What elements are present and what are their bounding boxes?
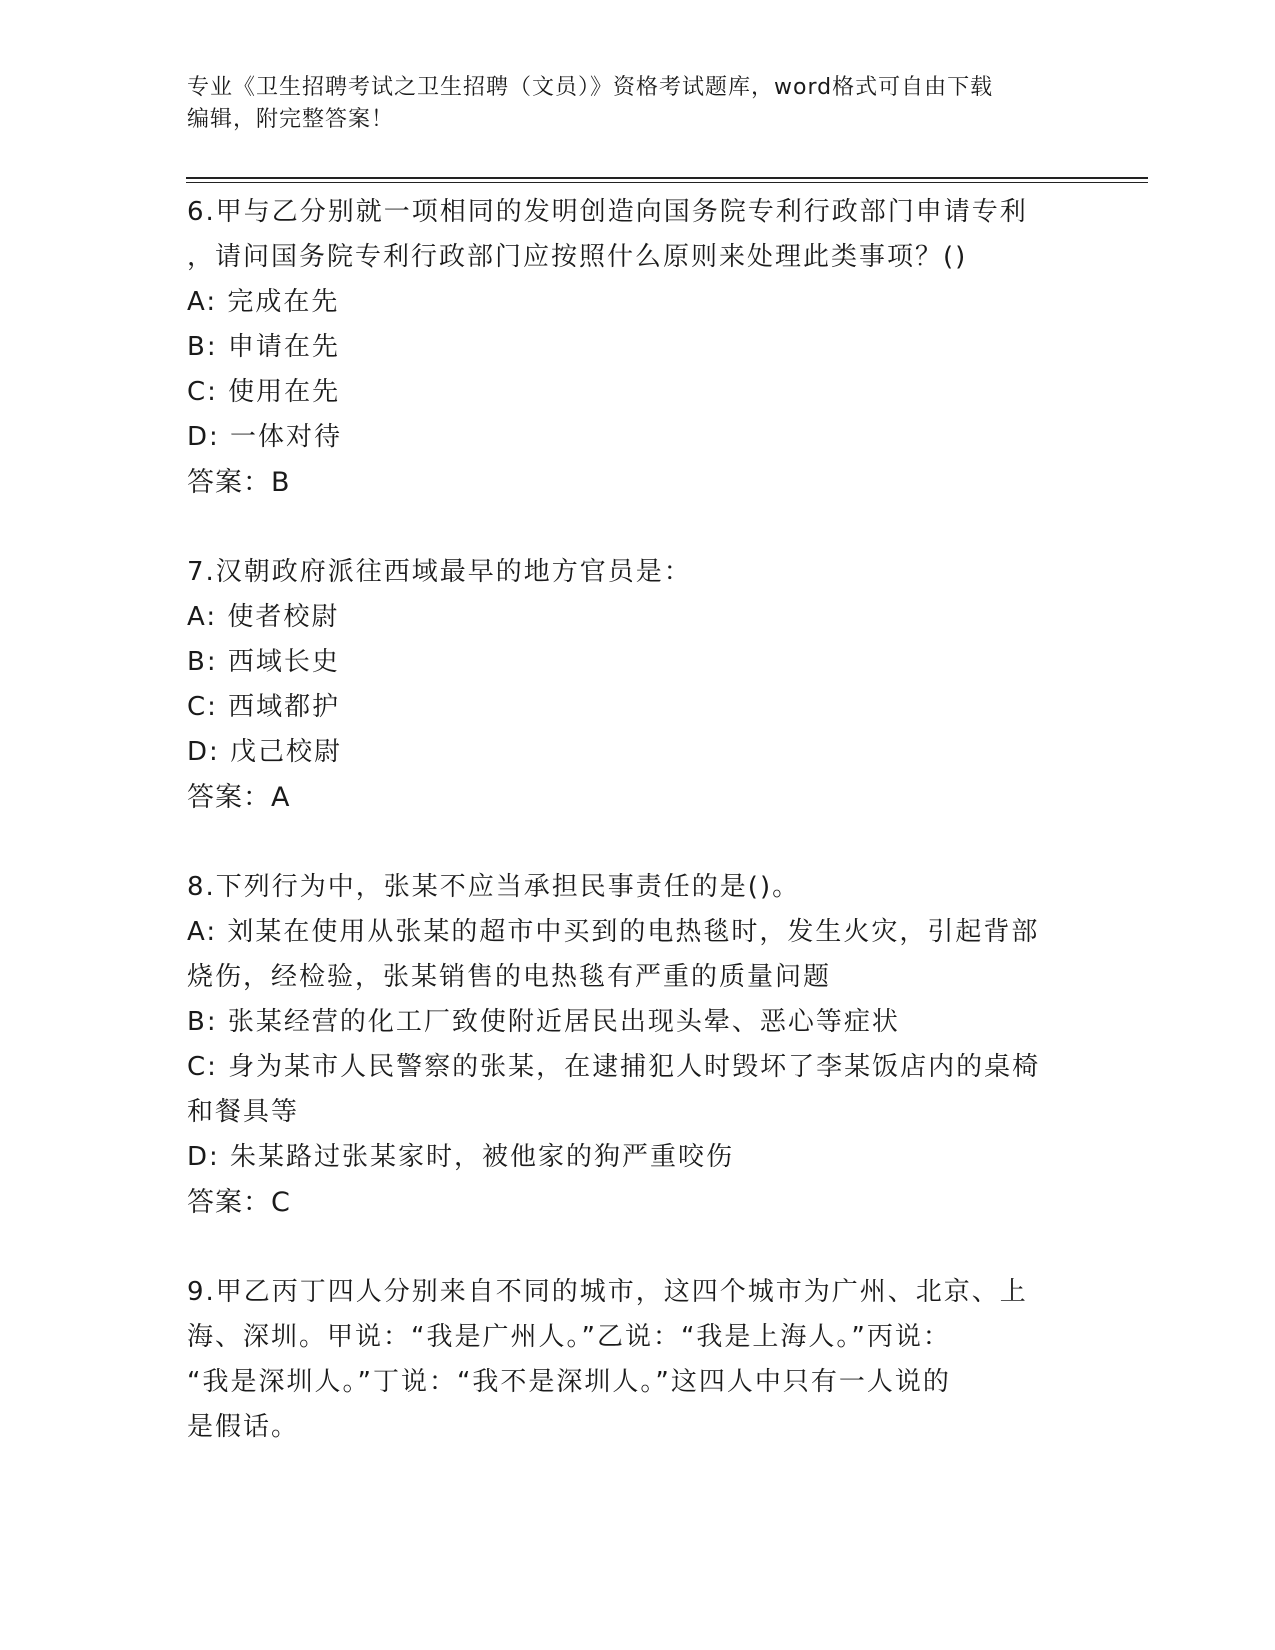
question-stem-line: ，请问国务院专利行政部门应按照什么原则来处理此类事项？() <box>187 242 968 272</box>
question-stem-line: 6.甲与乙分别就一项相同的发明创造向国务院专利行政部门申请专利 <box>187 197 1028 227</box>
option-d: D: 一体对待 <box>187 422 343 452</box>
question-stem-line: 9.甲乙丙丁四人分别来自不同的城市，这四个城市为广州、北京、上 <box>187 1277 1028 1307</box>
question-stem-line: 海、深圳。甲说：“我是广州人。”乙说：“我是上海人。”丙说： <box>187 1322 951 1352</box>
option-d: D: 戊己校尉 <box>187 737 343 767</box>
option-b: B: 西域长史 <box>187 647 340 677</box>
header-divider-thin <box>186 182 1148 183</box>
question-stem-line: 8.下列行为中，张某不应当承担民事责任的是()。 <box>187 872 801 902</box>
question-6 <box>187 190 1087 505</box>
option-b: B: 张某经营的化工厂致使附近居民出现头晕、恶心等症状 <box>187 1007 900 1037</box>
option-c: C: 使用在先 <box>187 377 341 407</box>
option-a: A: 完成在先 <box>187 287 340 317</box>
answer-line: 答案：A <box>187 782 291 813</box>
option-d: D: 朱某路过张某家时，被他家的狗严重咬伤 <box>187 1142 735 1172</box>
question-stem-line: “我是深圳人。”丁说：“我不是深圳人。”这四人中只有一人说的 <box>187 1367 951 1397</box>
header-line-2: 编辑，附完整答案！ <box>187 107 395 132</box>
question-stem-line: 是假话。 <box>187 1412 300 1442</box>
header-divider-thick <box>186 177 1148 179</box>
option-c: C: 西域都护 <box>187 692 341 722</box>
option-a: A: 刘某在使用从张某的超市中买到的电热毯时，发生火灾，引起背部 <box>187 917 1040 947</box>
option-a-continued: 烧伤，经检验，张某销售的电热毯有严重的质量问题 <box>187 962 832 992</box>
question-8 <box>187 865 1087 1225</box>
question-7 <box>187 550 1087 820</box>
answer-line: 答案：C <box>187 1187 291 1218</box>
answer-line: 答案：B <box>187 467 291 498</box>
document-header <box>187 72 1067 136</box>
option-c: C: 身为某市人民警察的张某，在逮捕犯人时毁坏了李某饭店内的桌椅 <box>187 1052 1041 1082</box>
question-stem-line: 7.汉朝政府派往西域最早的地方官员是： <box>187 557 692 587</box>
question-list <box>187 190 1087 1495</box>
option-a: A: 使者校尉 <box>187 602 340 632</box>
option-c-continued: 和餐具等 <box>187 1097 300 1127</box>
question-9 <box>187 1270 1087 1450</box>
option-b: B: 申请在先 <box>187 332 340 362</box>
header-line-1: 专业《卫生招聘考试之卫生招聘（文员）》资格考试题库，word格式可自由下载 <box>187 75 994 100</box>
